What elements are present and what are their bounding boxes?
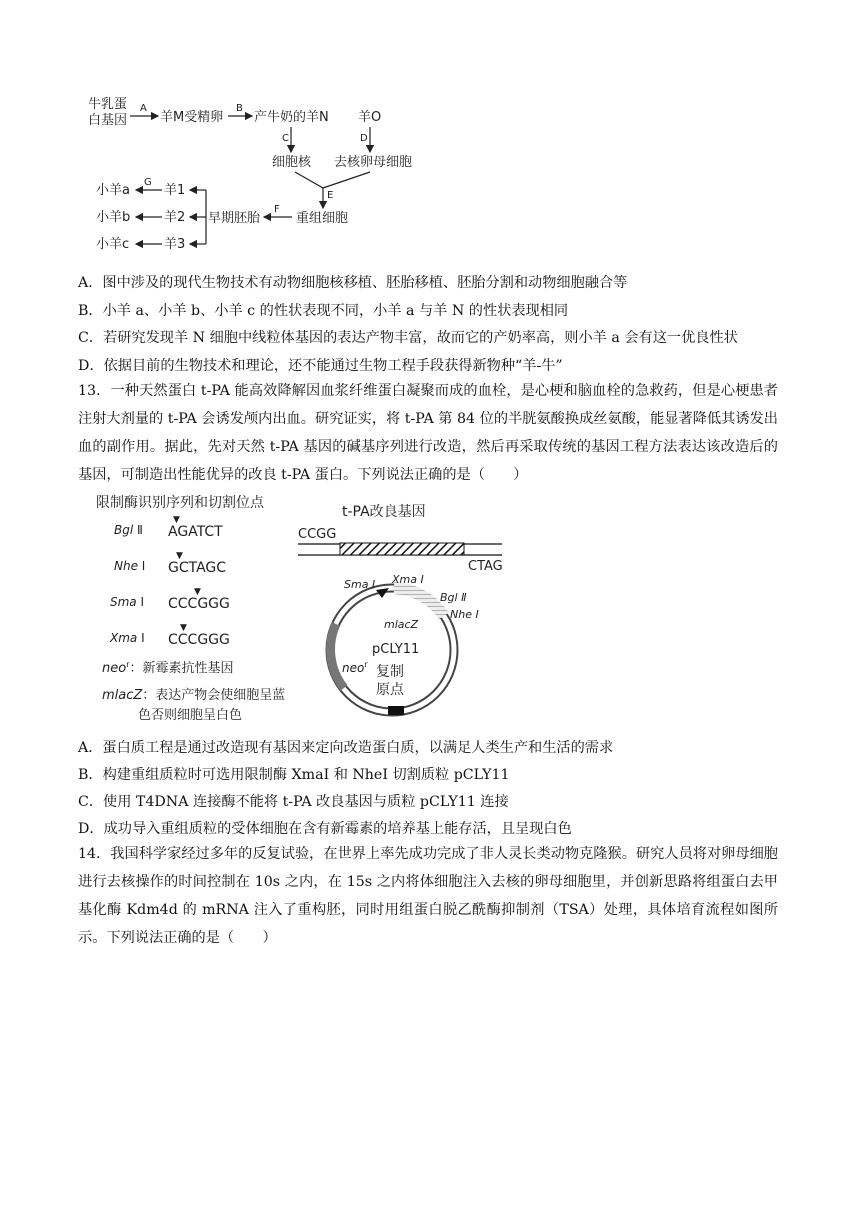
ori-marker bbox=[388, 706, 404, 715]
mlacz-legend-1: mlacZ：表达产物会使细胞呈蓝 bbox=[102, 688, 286, 703]
arrow-label-b: B bbox=[236, 103, 243, 114]
q13-stem: 13．一种天然蛋白 t-PA 能高效降解因血浆纤维蛋白凝聚而成的血栓，是心梗和脑血栓的急救药，但是心梗患者注射大剂量的 t-PA 会诱发颅内出血。研究证实，将 t-PA 第 84 位的半胱氨酸换成丝氨酸，能显著降低其诱发出血的副作用。据此，先对天然 t-PA 基因的碱基序列进行改造，然后再采取传统的基因工程方法表达该改造后的基因，可制造出性能优异的改良 t-PA 蛋白。下列说法正确的是（ ） bbox=[78, 383, 778, 483]
sheep-2-label: 羊2 bbox=[164, 210, 186, 225]
arrow-label-f: F bbox=[274, 204, 280, 215]
q13-option-c: C．使用 T4DNA 连接酶不能将 t-PA 改良基因与质粒 pCLY11 连接 bbox=[78, 794, 509, 810]
ori-label-2: 原点 bbox=[376, 682, 404, 698]
enzyme-xma-name: Xma Ⅰ bbox=[110, 631, 145, 645]
early-embryo-label: 早期胚胎 bbox=[208, 211, 261, 226]
nucleus-label: 细胞核 bbox=[272, 155, 312, 170]
lamb-a-label: 小羊a bbox=[96, 183, 130, 198]
tpa-gene-title: t-PA改良基因 bbox=[342, 504, 426, 520]
q13-option-d: D．成功导入重组质粒的受体细胞在含有新霉素的培养基上能存活，且呈现白色 bbox=[78, 821, 572, 837]
tpa-gene-bar bbox=[340, 543, 464, 555]
cut-marker-bgl: ▼ bbox=[173, 515, 180, 525]
nhe-site-label: Nhe Ⅰ bbox=[450, 608, 479, 621]
sheep-o: 羊O bbox=[358, 110, 382, 125]
arrow-label-e: E bbox=[327, 190, 334, 201]
cloning-flow-diagram bbox=[78, 94, 458, 260]
sheep-3-label: 羊3 bbox=[164, 237, 186, 252]
mlacz-legend-2: 色否则细胞呈白色 bbox=[138, 708, 243, 723]
bgl-site-label: Bgl Ⅱ bbox=[440, 591, 467, 604]
sheep-n-milk: 产牛奶的羊N bbox=[254, 110, 329, 125]
recombinant-cell-label: 重组细胞 bbox=[296, 211, 349, 226]
sheep-1-label: 羊1 bbox=[164, 183, 186, 198]
q12-option-b: B．小羊 a、小羊 b、小羊 c 的性状表现不同，小羊 a 与羊 N 的性状表现相同 bbox=[78, 303, 569, 319]
arrow-label-d: D bbox=[360, 133, 368, 144]
q14-stem: 14．我国科学家经过多年的反复试验，在世界上率先成功完成了非人灵长类动物克隆猴。研究人员将对卵母细胞进行去核操作的时间控制在 10s 之内，在 15s 之内将体细胞注入去核的卵母细胞里，并创新思路将组蛋白去甲基化酶 Kdm4d 的 mRNA 注入了重构胚，同时用组蛋白脱乙酰酶抑制剂（TSA）处理，具体培育流程如图所示。下列说法正确的是（ ） bbox=[78, 846, 778, 946]
enzyme-table-title: 限制酶识别序列和切割位点 bbox=[96, 495, 264, 511]
enzyme-nhe-name: Nhe Ⅰ bbox=[114, 559, 146, 573]
q13-option-b: B．构建重组质粒时可选用限制酶 XmaI 和 NheI 切割质粒 pCLY11 bbox=[78, 767, 510, 783]
enzyme-sma-seq: CCCGGG bbox=[168, 596, 230, 612]
q12-option-d: D．依据目前的生物技术和理论，还不能通过生物工程手段获得新物种“羊-牛” bbox=[78, 358, 563, 374]
enzyme-sma-name: Sma Ⅰ bbox=[110, 595, 145, 609]
start-label-1: 牛乳蛋 bbox=[88, 97, 128, 112]
cut-marker-nhe: ▼ bbox=[176, 551, 183, 561]
tpa-right-end: CTAG bbox=[468, 559, 503, 574]
enucleated-oocyte-label: 去核卵母细胞 bbox=[334, 155, 413, 170]
cut-marker-sma: ▼ bbox=[194, 587, 201, 597]
sma-site-label: Sma Ⅰ bbox=[344, 578, 376, 591]
q12-option-c: C．若研究发现羊 N 细胞中线粒体基因的表达产物丰富，故而它的产奶率高，则小羊 a 会有这一优良性状 bbox=[78, 330, 738, 346]
lamb-c-label: 小羊c bbox=[96, 237, 130, 252]
enzyme-xma-seq: CCCGGG bbox=[168, 632, 230, 648]
arrow-label-a: A bbox=[140, 103, 147, 114]
start-label-2: 白基因 bbox=[88, 113, 128, 128]
ori-label-1: 复制 bbox=[376, 664, 404, 680]
q12-option-a: A．图中涉及的现代生物技术有动物细胞核移植、胚胎移植、胚胎分割和动物细胞融合等 bbox=[78, 275, 628, 291]
neo-legend: neo$^r$：新霉素抗性基因 bbox=[102, 660, 234, 676]
mlacz-gene-segment bbox=[394, 588, 444, 616]
lamb-b-label: 小羊b bbox=[96, 210, 131, 225]
plasmid-name: pCLY11 bbox=[372, 642, 420, 657]
arrow-label-g: G bbox=[144, 177, 152, 188]
plasmid-diagram bbox=[92, 490, 522, 730]
enzyme-bgl-seq: AGATCT bbox=[168, 524, 223, 540]
sheep-m-fertilized-egg: 羊M受精卵 bbox=[160, 110, 224, 125]
arrow-label-c: C bbox=[282, 133, 289, 144]
q13-option-a: A．蛋白质工程是通过改造现有基因来定向改造蛋白质，以满足人类生产和生活的需求 bbox=[78, 740, 614, 756]
mlacz-plasmid-label: mlacZ bbox=[384, 618, 419, 631]
neo-plasmid-label: neo$^r$ bbox=[342, 660, 368, 675]
xma-site-label: Xma Ⅰ bbox=[392, 573, 424, 586]
tpa-left-end: CCGG bbox=[298, 527, 337, 542]
enzyme-nhe-seq: GCTAGC bbox=[168, 560, 227, 576]
cut-marker-xma: ▼ bbox=[180, 623, 187, 633]
enzyme-bgl-name: Bgl Ⅱ bbox=[114, 523, 143, 537]
